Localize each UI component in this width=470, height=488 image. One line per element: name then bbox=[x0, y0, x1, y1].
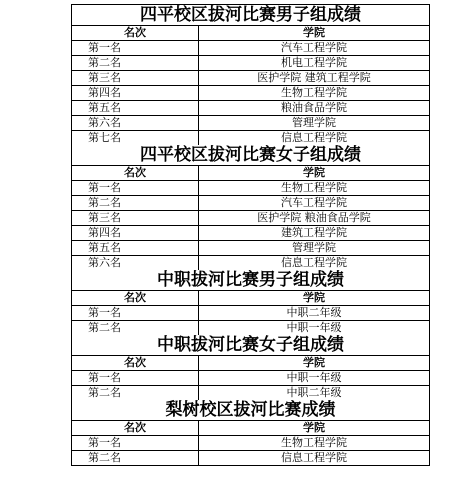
rank-cell: 第一名 bbox=[72, 436, 199, 450]
result-section bbox=[72, 335, 429, 400]
table-row bbox=[72, 56, 429, 71]
college-cell: 医护学院 粮油食品学院 bbox=[257, 211, 371, 224]
college-cell: 中职二年级 bbox=[286, 306, 342, 319]
rank-cell: 第六名 bbox=[72, 116, 199, 130]
table-row bbox=[72, 371, 429, 386]
result-section bbox=[72, 400, 429, 465]
college-cell: 生物工程学院 bbox=[281, 436, 347, 449]
college-cell: 汽车工程学院 bbox=[281, 196, 347, 209]
rank-column-header: 名次 bbox=[72, 166, 199, 180]
section-title: 中职拔河比赛男子组成绩 bbox=[72, 270, 429, 291]
table-row bbox=[72, 386, 429, 400]
rank-cell: 第三名 bbox=[72, 211, 199, 225]
results-sheet bbox=[71, 4, 430, 466]
college-column-header: 学院 bbox=[303, 26, 325, 39]
table-row bbox=[72, 196, 429, 211]
rank-cell: 第二名 bbox=[72, 451, 199, 465]
college-column-header: 学院 bbox=[303, 166, 325, 179]
table-row bbox=[72, 101, 429, 116]
table-row bbox=[72, 211, 429, 226]
table-row bbox=[72, 256, 429, 270]
college-cell: 生物工程学院 bbox=[281, 86, 347, 99]
rank-cell: 第二名 bbox=[72, 386, 199, 400]
rank-cell: 第四名 bbox=[72, 226, 199, 240]
college-cell: 管理学院 bbox=[292, 116, 336, 129]
table-header-row bbox=[72, 291, 429, 306]
section-title: 梨树校区拔河比赛成绩 bbox=[72, 400, 429, 421]
rank-cell: 第七名 bbox=[72, 131, 199, 145]
table-header-row bbox=[72, 26, 429, 41]
rank-cell: 第一名 bbox=[72, 306, 199, 320]
table-header-row bbox=[72, 356, 429, 371]
college-column-header: 学院 bbox=[303, 356, 325, 369]
college-column-header: 学院 bbox=[303, 421, 325, 434]
college-cell: 信息工程学院 bbox=[281, 451, 347, 464]
table-row bbox=[72, 451, 429, 465]
rank-column-header: 名次 bbox=[72, 291, 199, 305]
rank-cell: 第二名 bbox=[72, 321, 199, 335]
college-cell: 信息工程学院 bbox=[281, 256, 347, 269]
rank-cell: 第五名 bbox=[72, 241, 199, 255]
college-cell: 机电工程学院 bbox=[281, 56, 347, 69]
section-title: 四平校区拔河比赛男子组成绩 bbox=[72, 5, 429, 26]
table-header-row bbox=[72, 421, 429, 436]
college-cell: 粮油食品学院 bbox=[281, 101, 347, 114]
section-title: 中职拔河比赛女子组成绩 bbox=[72, 335, 429, 356]
table-row bbox=[72, 71, 429, 86]
rank-cell: 第二名 bbox=[72, 56, 199, 70]
rank-cell: 第一名 bbox=[72, 181, 199, 195]
table-row bbox=[72, 41, 429, 56]
rank-cell: 第三名 bbox=[72, 71, 199, 85]
college-cell: 生物工程学院 bbox=[281, 181, 347, 194]
rank-column-header: 名次 bbox=[72, 356, 199, 370]
college-cell: 汽车工程学院 bbox=[281, 41, 347, 54]
table-row bbox=[72, 321, 429, 335]
rank-cell: 第四名 bbox=[72, 86, 199, 100]
rank-cell: 第一名 bbox=[72, 41, 199, 55]
college-cell: 中职一年级 bbox=[286, 321, 342, 334]
result-section bbox=[72, 5, 429, 145]
table-row bbox=[72, 86, 429, 101]
rank-cell: 第二名 bbox=[72, 196, 199, 210]
table-row bbox=[72, 226, 429, 241]
college-cell: 信息工程学院 bbox=[281, 131, 347, 144]
college-cell: 中职一年级 bbox=[286, 371, 342, 384]
rank-column-header: 名次 bbox=[72, 26, 199, 40]
rank-cell: 第一名 bbox=[72, 371, 199, 385]
college-cell: 医护学院 建筑工程学院 bbox=[257, 71, 371, 84]
rank-cell: 第六名 bbox=[72, 256, 199, 270]
college-column-header: 学院 bbox=[303, 291, 325, 304]
table-row bbox=[72, 306, 429, 321]
table-row bbox=[72, 241, 429, 256]
table-row bbox=[72, 116, 429, 131]
table-row bbox=[72, 436, 429, 451]
section-title: 四平校区拔河比赛女子组成绩 bbox=[72, 145, 429, 166]
college-cell: 管理学院 bbox=[292, 241, 336, 254]
college-cell: 建筑工程学院 bbox=[281, 226, 347, 239]
result-section bbox=[72, 145, 429, 270]
result-section bbox=[72, 270, 429, 335]
table-header-row bbox=[72, 166, 429, 181]
rank-cell: 第五名 bbox=[72, 101, 199, 115]
table-row bbox=[72, 131, 429, 145]
college-cell: 中职二年级 bbox=[286, 386, 342, 399]
rank-column-header: 名次 bbox=[72, 421, 199, 435]
table-row bbox=[72, 181, 429, 196]
